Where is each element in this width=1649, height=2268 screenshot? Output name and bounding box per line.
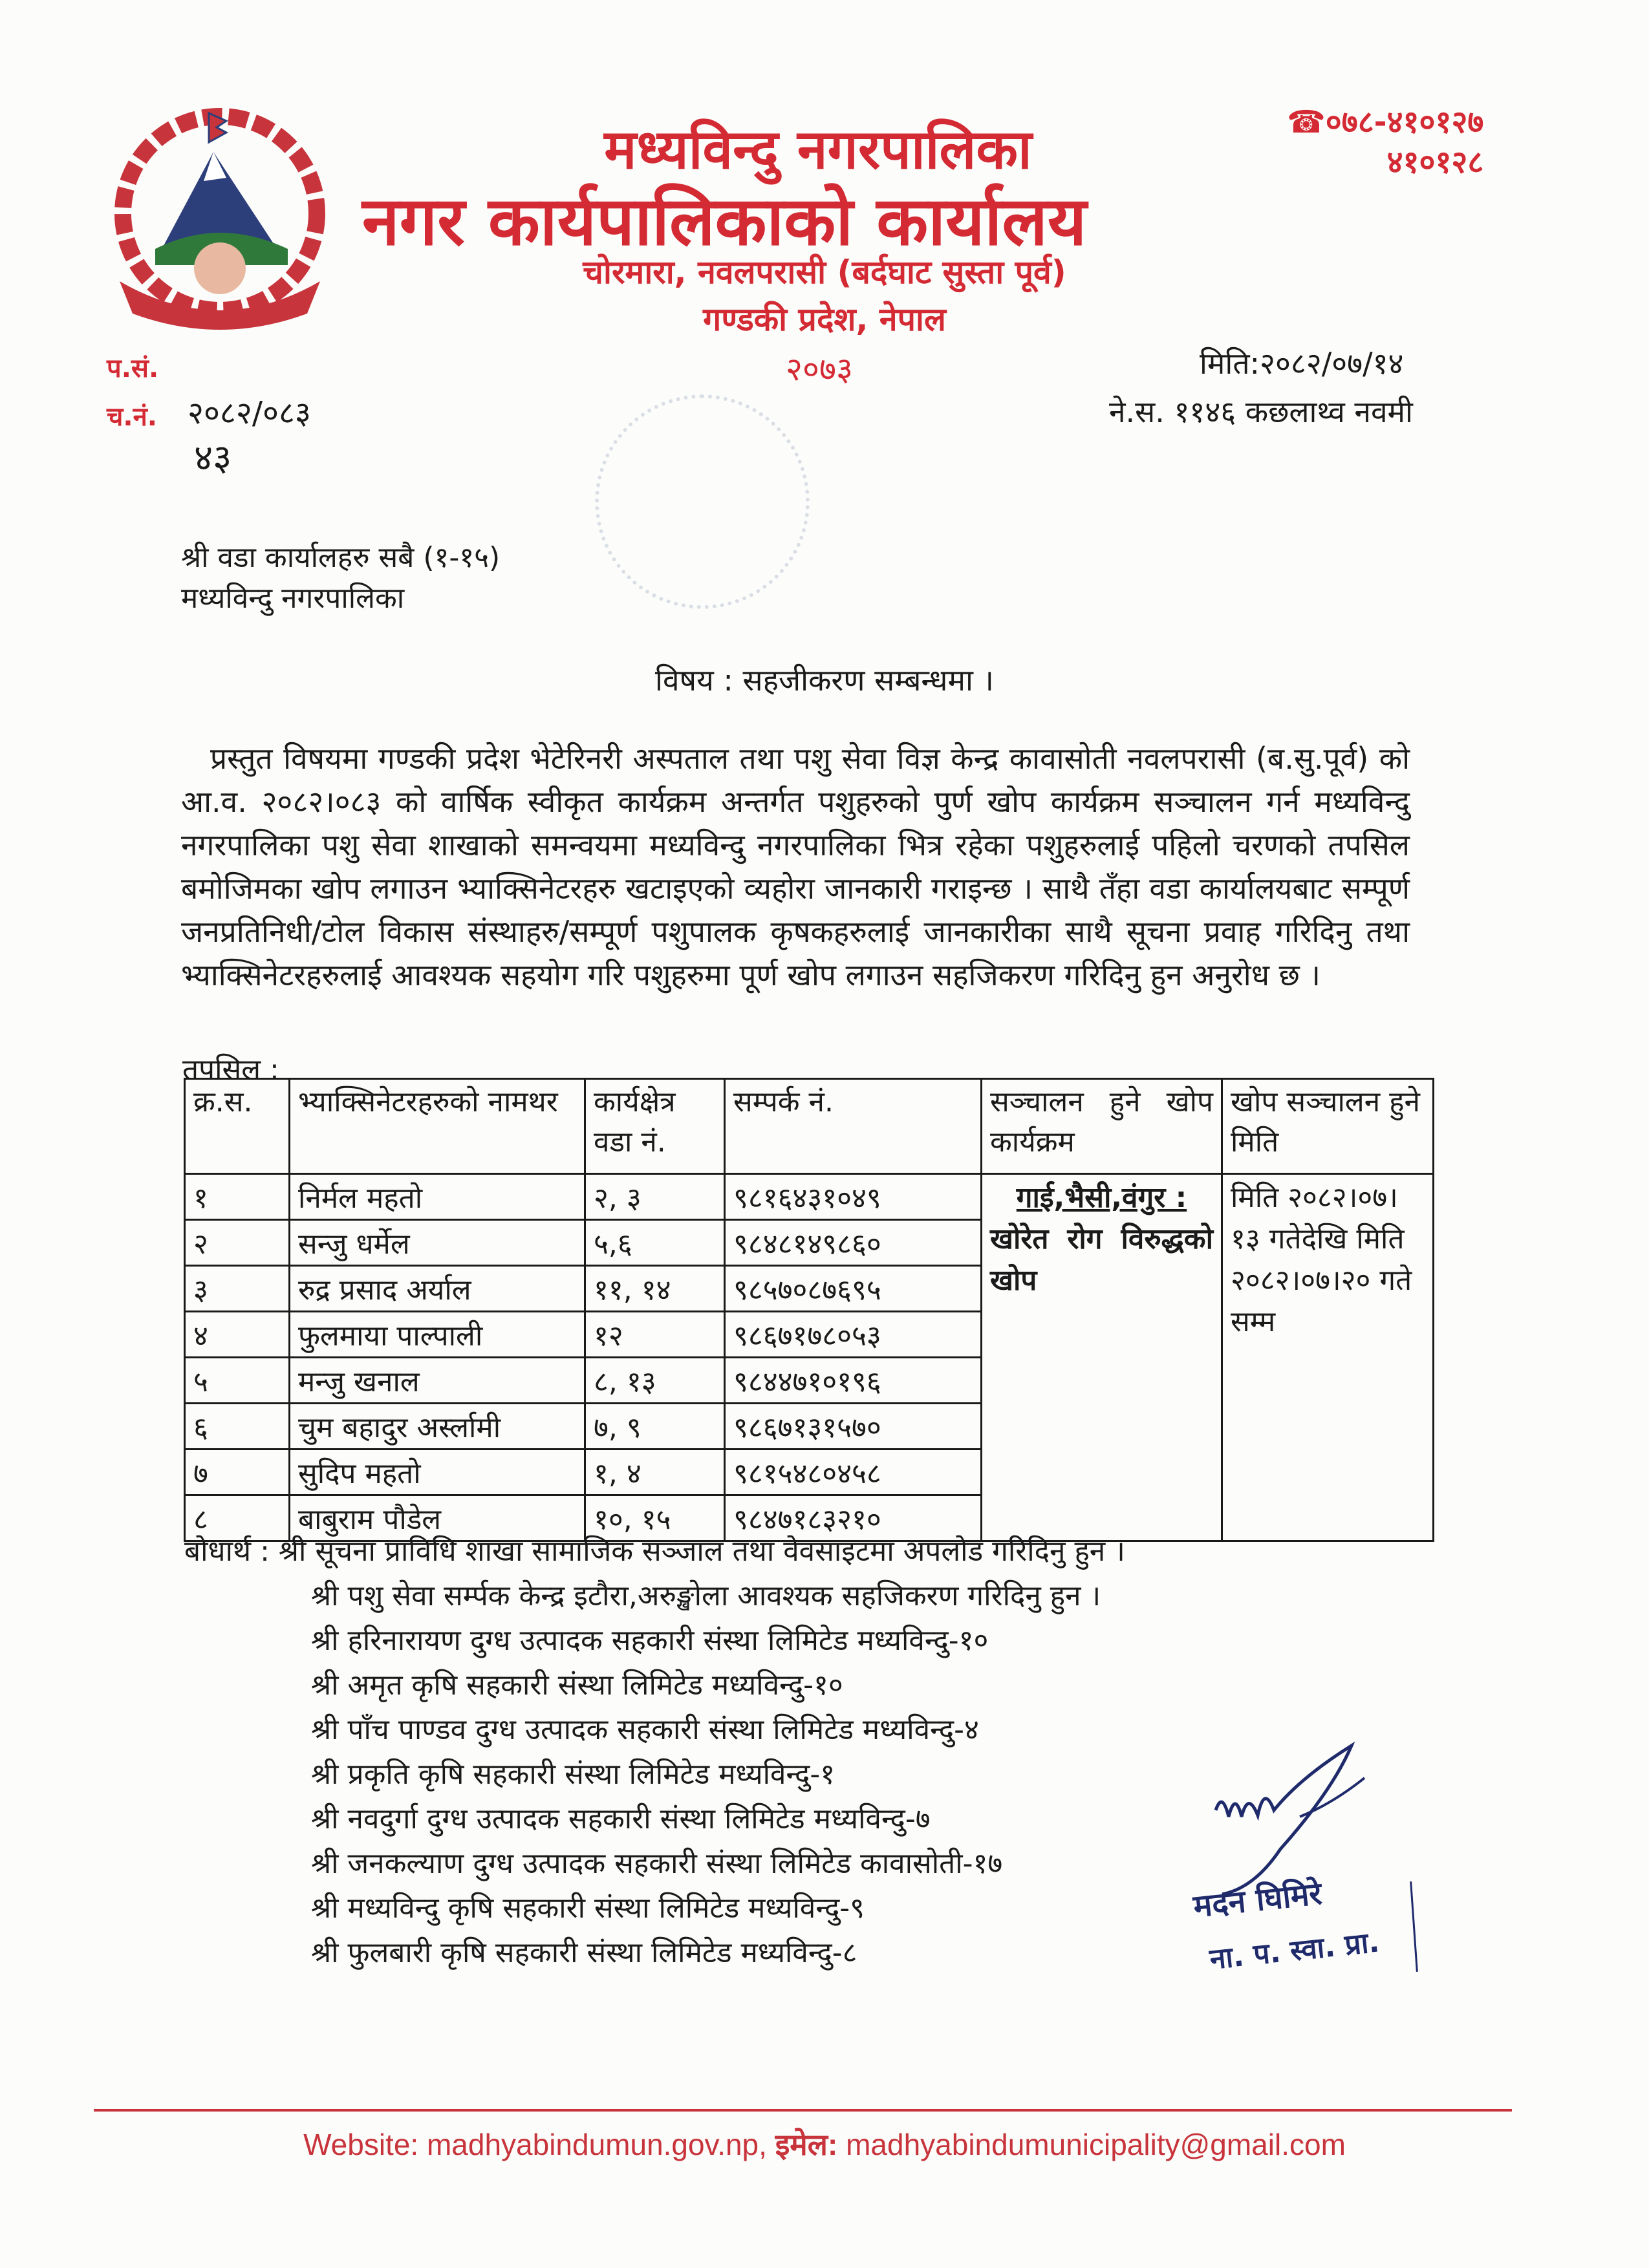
col-program: सञ्चालन हुने खोप कार्यक्रम <box>982 1079 1222 1174</box>
cc-item: श्री मध्यविन्दु कृषि सहकारी संस्था लिमिटेड मध्यविन्दु-९ <box>311 1892 865 1925</box>
cc-item: श्री फुलबारी कृषि सहकारी संस्था लिमिटेड मध्यविन्दु-८ <box>311 1936 857 1969</box>
cell-name: बाबुराम पौडेल <box>290 1495 585 1541</box>
table-row <box>185 1174 1434 1220</box>
cc-item: श्री पाँच पाण्डव दुग्ध उत्पादक सहकारी संस्था लिमिटेड मध्यविन्दु-४ <box>311 1713 979 1746</box>
subject-line: विषय : सहजीकरण सम्बन्धमा । <box>655 663 994 698</box>
col-date: खोप सञ्चालन हुने मिति <box>1222 1079 1434 1174</box>
cell-sn: १ <box>185 1174 290 1220</box>
recipient-line1: श्री वडा कार्यालहरु सबै (१-१५) <box>181 541 501 574</box>
nepal-sambat-date: ने.स. ११४६ कछलाथ्व नवमी <box>1109 394 1413 429</box>
signatory-title: ना. प. स्वा. प्रा. <box>1208 1925 1381 1976</box>
signatory-name: मदन घिमिरे <box>1191 1875 1324 1925</box>
cc-label: बोधार्थ : <box>184 1535 270 1568</box>
email-link[interactable]: madhyabindumunicipality@gmail.com <box>846 2128 1346 2161</box>
table-caption: तपसिल : <box>182 1053 279 1086</box>
cell-ward: ११, १४ <box>585 1266 725 1312</box>
municipality-title: मध्यविन्दु नगरपालिका <box>604 118 1032 181</box>
cell-sn: ६ <box>185 1404 290 1450</box>
cell-name: रुद्र प्रसाद अर्याल <box>290 1266 585 1312</box>
cell-sn: ४ <box>185 1312 290 1358</box>
cn-value: २०८२/०८३ <box>188 395 311 431</box>
cc-item: बोधार्थ : श्री सूचना प्राविधि शाखा सामाजिक सञ्जाल तथा वेवसाइटमा अपलोड गरिदिनु हुन । <box>184 1535 1125 1568</box>
cell-program <box>982 1174 1222 1541</box>
footer-divider <box>94 2109 1512 2112</box>
footer-contact: Website: madhyabindumun.gov.np, इमेल: madhyabindumunicipality@gmail.com <box>303 2128 1346 2161</box>
stamp-border <box>1410 1881 1418 1972</box>
cn-label: च.नं. <box>107 402 157 432</box>
cell-name: मन्जु खनाल <box>290 1358 585 1404</box>
cc-item: श्री नवदुर्गा दुग्ध उत्पादक सहकारी संस्था लिमिटेड मध्यविन्दु-७ <box>311 1803 931 1835</box>
cc-item: श्री जनकल्याण दुग्ध उत्पादक सहकारी संस्था लिमिटेड कावासोती-१७ <box>311 1847 1003 1880</box>
body-paragraph: प्रस्तुत विषयमा गण्डकी प्रदेश भेटेरिनरी अस्पताल तथा पशु सेवा विज्ञ केन्द्र कावासोती नवलपरासी (ब.सु.पूर्व) को आ.व. २०८२।०८३ को वार्षिक स्वीकृत कार्यक्रम अन्तर्गत पशुहरुको पुर्ण खोप कार्यक्रम सञ्चालन गर्न मध्यविन्दु नगरपालिका पशु सेवा शाखाको समन्वयमा मध्यविन्दु नगरपालिका भित्र रहेका पशुहरुलाई पहिलो चरणको तपसिल बमोजिमका खोप लगाउन भ्याक्सिनेटरहरु खटाइएको व्यहोरा जानकारी गराइन्छ । साथै तँहा वडा कार्यालयबाट सम्पूर्ण जनप्रतिनिधी/टोल विकास संस्थाहरु/सम्पूर्ण पशुपालक कृषकहरुलाई जानकारीका साथै सूचना प्रवाह गरिदिनु तथा भ्याक्सिनेटरहरुलाई आवश्यक सहयोग गरि पशुहरुमा पूर्ण खोप लगाउन सहजिकरण गरिदिनु हुन अनुरोध छ । <box>181 741 1410 992</box>
handwritten-number: ४३ <box>194 437 232 479</box>
phone-icon: ☎ <box>1287 104 1326 140</box>
program-title: गाई,भैसी,वंगुर : <box>1016 1181 1187 1214</box>
cell-name: सुदिप महतो <box>290 1450 585 1495</box>
cell-ward: ७, ९ <box>585 1404 725 1450</box>
office-stamp <box>595 394 810 609</box>
cell-ward: १, ४ <box>585 1450 725 1495</box>
cell-contact: ९८१६४३१०४९ <box>725 1174 982 1220</box>
col-ward: कार्यक्षेत्र वडा नं. <box>585 1079 725 1174</box>
col-name: भ्याक्सिनेटरहरुको नामथर <box>290 1079 585 1174</box>
cell-ward: ८, १३ <box>585 1358 725 1404</box>
province: गण्डकी प्रदेश, नेपाल <box>703 301 946 338</box>
cell-contact: ९८५७०८७६९५ <box>725 1266 982 1312</box>
col-contact: सम्पर्क नं. <box>725 1079 982 1174</box>
ps-label: प.सं. <box>107 354 159 383</box>
office-address: चोरमारा, नवलपरासी (बर्दघाट सुस्ता पूर्व) <box>583 253 1066 291</box>
cell-contact: ९८६७१७८०५३ <box>725 1312 982 1358</box>
letter-date: मिति:२०८२/०७/१४ <box>1200 346 1404 381</box>
cell-sn: ८ <box>185 1495 290 1541</box>
cell-sn: ५ <box>185 1358 290 1404</box>
established-year: २०७३ <box>786 350 853 388</box>
cell-contact: ९८४७१८३२१० <box>725 1495 982 1541</box>
phone-numbers: ☎०७८-४१०१२७ ४१०१२८ <box>1287 104 1484 180</box>
cell-ward: ५,६ <box>585 1220 725 1266</box>
cell-schedule: मिति २०८२।०७।१३ गतेदेखि मिति २०८२।०७।२० गते सम्म <box>1222 1174 1434 1541</box>
cell-contact: ९८१५४८०४५८ <box>725 1450 982 1495</box>
cc-item: श्री पशु सेवा सर्म्पक केन्द्र इटौरा,अरुङ्खोला आवश्यक सहजिकरण गरिदिनु हुन । <box>311 1579 1101 1612</box>
cell-sn: ७ <box>185 1450 290 1495</box>
cell-ward: २, ३ <box>585 1174 725 1220</box>
vaccinator-table <box>184 1078 1434 1542</box>
cell-name: निर्मल महतो <box>290 1174 585 1220</box>
cc-item: श्री प्रकृति कृषि सहकारी संस्था लिमिटेड मध्यविन्दु-१ <box>311 1758 835 1791</box>
cc-item: श्री हरिनारायण दुग्ध उत्पादक सहकारी संस्था लिमिटेड मध्यविन्दु-१० <box>311 1624 989 1657</box>
cell-name: सन्जु धर्मेल <box>290 1220 585 1266</box>
cell-ward: १२ <box>585 1312 725 1358</box>
recipient-line2: मध्यविन्दु नगरपालिका <box>181 582 405 615</box>
cell-ward: १०, १५ <box>585 1495 725 1541</box>
cell-contact: ९८४४७१०१९६ <box>725 1358 982 1404</box>
cell-contact: ९८६७१३१५७० <box>725 1404 982 1450</box>
cell-name: चुम बहादुर अर्स्लामी <box>290 1404 585 1450</box>
cell-sn: ३ <box>185 1266 290 1312</box>
cell-sn: २ <box>185 1220 290 1266</box>
cc-list <box>184 1529 1125 1975</box>
cell-name: फुलमाया पाल्पाली <box>290 1312 585 1358</box>
cell-contact: ९८४८१४९८६० <box>725 1220 982 1266</box>
program-desc: खोरेत रोग विरुद्धको खोप <box>990 1223 1213 1297</box>
office-title: नगर कार्यपालिकाको कार्यालय <box>362 182 1087 261</box>
website-link[interactable]: madhyabindumun.gov.np, <box>426 2128 767 2161</box>
cc-item: श्री अमृत कृषि सहकारी संस्था लिमिटेड मध्यविन्दु-१० <box>311 1669 843 1702</box>
col-sn: क्र.स. <box>185 1079 290 1174</box>
